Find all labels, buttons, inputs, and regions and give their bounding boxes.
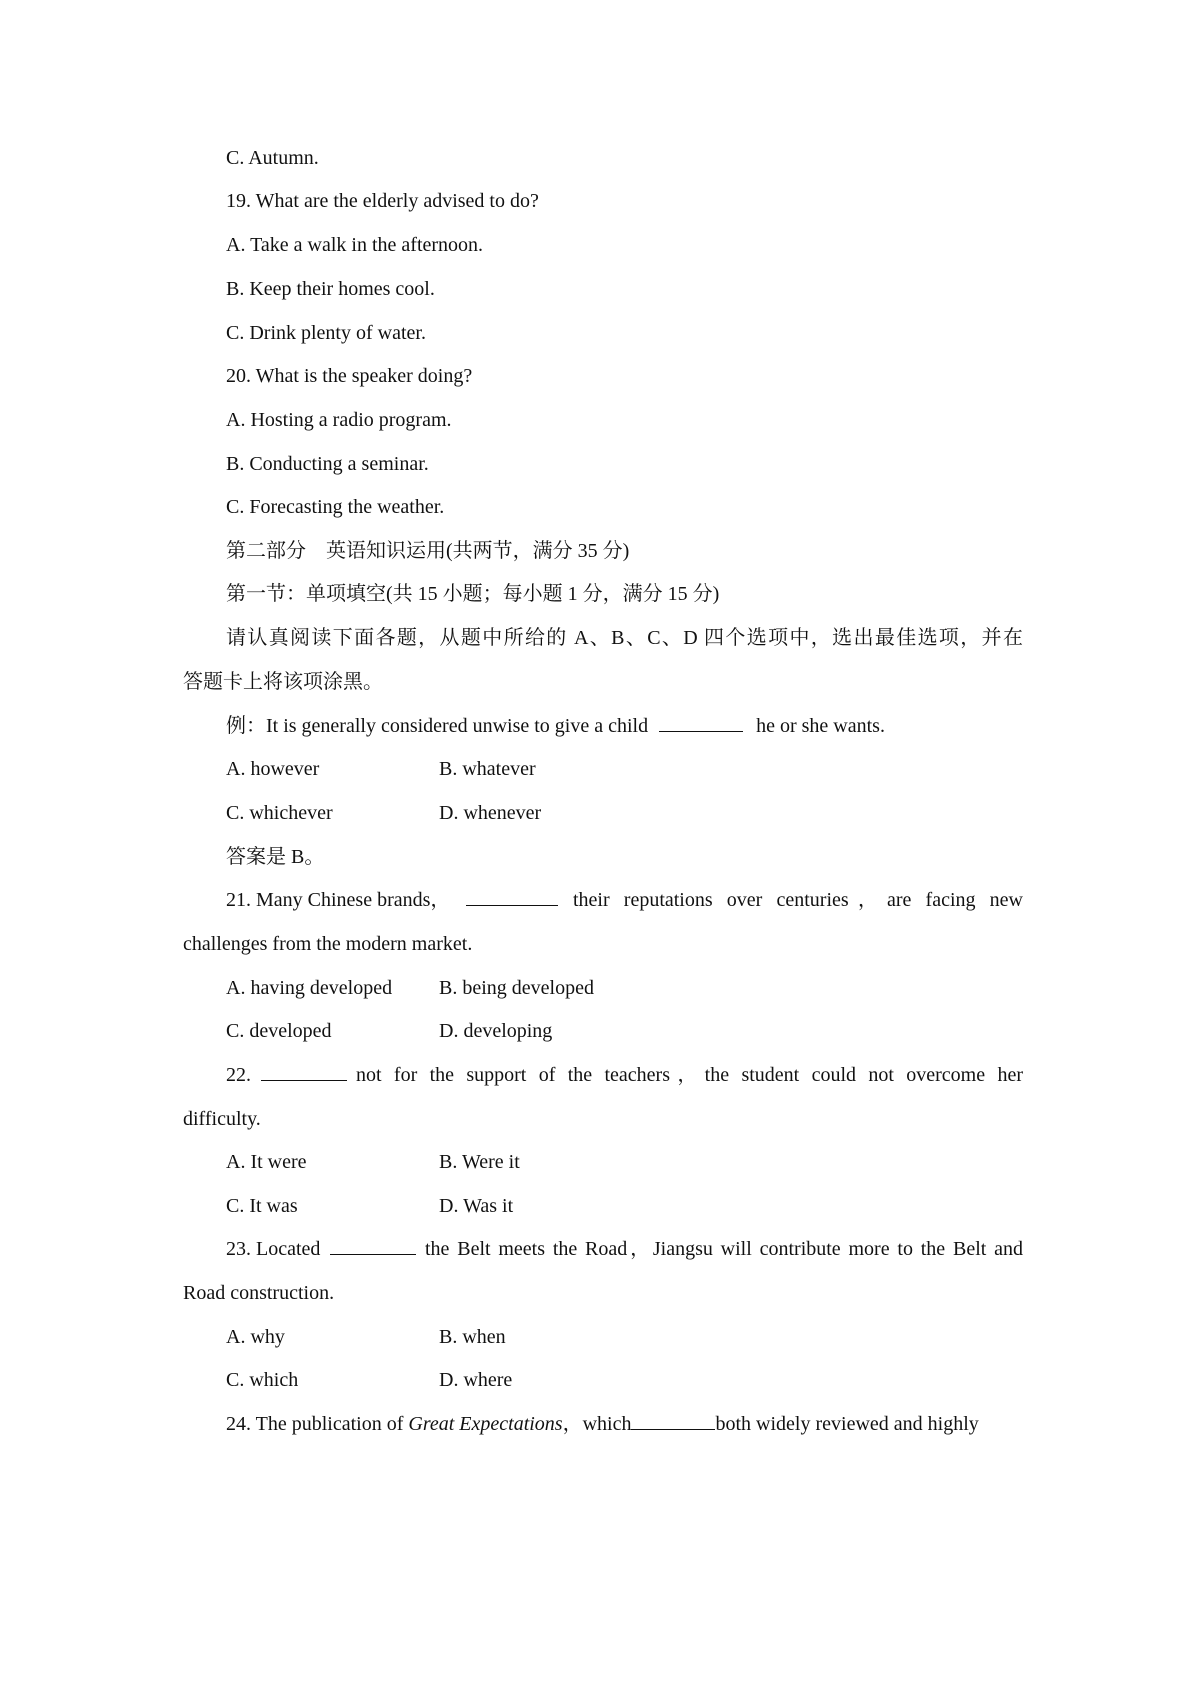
q22-stem-part1: 22. <box>226 1064 251 1086</box>
q23-option-d: D. where <box>439 1369 513 1391</box>
q21-stem <box>226 887 1023 913</box>
q24-stem-part1: 24. The publication of <box>226 1413 404 1435</box>
q18-option-c: C. Autumn. <box>226 147 319 169</box>
instructions-line2: 答题卡上将该项涂黑。 <box>183 671 383 693</box>
q21-blank <box>466 887 558 906</box>
q20-option-a: A. Hosting a radio program. <box>226 409 452 431</box>
section1-heading: 第一节：单项填空(共 15 小题；每小题 1 分，满分 15 分) <box>226 583 720 605</box>
example-blank <box>659 713 743 732</box>
q19-option-b: B. Keep their homes cool. <box>226 278 435 300</box>
q23-option-c: C. which <box>226 1369 299 1391</box>
q24-blank <box>631 1411 715 1430</box>
q23-option-a: A. why <box>226 1326 285 1348</box>
q20-option-b: B. Conducting a seminar. <box>226 453 429 475</box>
q22-option-c: C. It was <box>226 1195 298 1217</box>
instructions-line1: 请认真阅读下面各题，从题中所给的 A、B、C、D 四个选项中，选出最佳选项，并在 <box>226 627 1023 649</box>
part2-heading: 第二部分 英语知识运用(共两节，满分 35 分) <box>226 540 630 562</box>
q22-option-d: D. Was it <box>439 1195 514 1217</box>
q21-stem-line2: challenges from the modern market. <box>183 933 473 955</box>
q22-stem-part2: not for the support of the teachers，the student could not overcome her <box>356 1064 1023 1086</box>
q23-blank <box>330 1236 416 1255</box>
q23-stem <box>226 1236 1023 1262</box>
example-answer: 答案是 B。 <box>226 846 325 868</box>
q21-stem-part2: their reputations over centuries，are facing new <box>572 889 1023 911</box>
example-option-b: B. whatever <box>439 758 536 780</box>
q21-option-a: A. having developed <box>226 977 393 999</box>
q21-stem-part1: 21. Many Chinese brands， <box>226 889 451 911</box>
q24-stem <box>226 1411 1023 1437</box>
example-stem <box>226 713 885 739</box>
q24-stem-part3: both widely reviewed and highly <box>715 1413 979 1435</box>
q23-stem-part2: the Belt meets the Road，Jiangsu will contribute more to the Belt and <box>425 1238 1023 1260</box>
example-stem-suffix: he or she wants. <box>756 715 885 737</box>
q22-blank <box>261 1062 347 1081</box>
example-option-a: A. however <box>226 758 320 780</box>
q21-option-c: C. developed <box>226 1020 332 1042</box>
q24-stem-part2: ，which <box>562 1413 632 1435</box>
q19-option-a: A. Take a walk in the afternoon. <box>226 234 484 256</box>
q21-option-d: D. developing <box>439 1020 553 1042</box>
example-option-d: D. whenever <box>439 802 542 824</box>
q19-stem: 19. What are the elderly advised to do? <box>226 190 539 212</box>
q22-option-b: B. Were it <box>439 1151 520 1173</box>
q23-stem-part1: 23. Located <box>226 1238 321 1260</box>
q22-option-a: A. It were <box>226 1151 307 1173</box>
q23-option-b: B. when <box>439 1326 506 1348</box>
example-stem-prefix: 例：It is generally considered unwise to give a child <box>226 715 649 737</box>
q22-stem <box>226 1062 1023 1088</box>
example-option-c: C. whichever <box>226 802 333 824</box>
q21-option-b: B. being developed <box>439 977 594 999</box>
q19-option-c: C. Drink plenty of water. <box>226 322 426 344</box>
q20-stem: 20. What is the speaker doing? <box>226 365 473 387</box>
q20-option-c: C. Forecasting the weather. <box>226 496 445 518</box>
q24-book-title: Great Expectations <box>408 1413 563 1435</box>
q23-stem-line2: Road construction. <box>183 1282 335 1304</box>
q22-stem-line2: difficulty. <box>183 1108 261 1130</box>
